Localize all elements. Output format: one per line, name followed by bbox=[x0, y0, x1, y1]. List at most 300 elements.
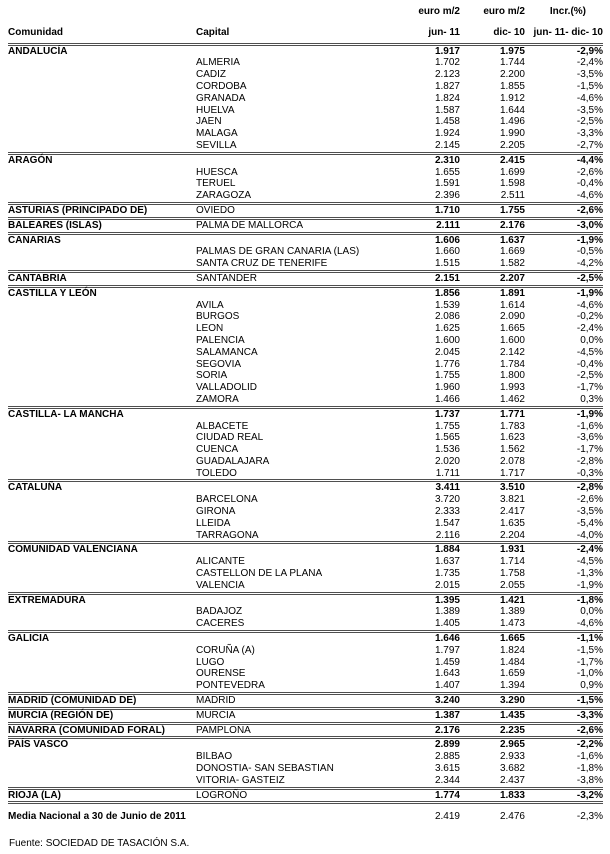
comunidad-name: COMUNIDAD VALENCIANA bbox=[8, 544, 138, 556]
value-jun11: 1.755 bbox=[434, 370, 460, 382]
comunidad-name: MURCIA (REGIÓN DE) bbox=[8, 709, 114, 721]
value-incr: -2,5% bbox=[576, 272, 603, 284]
capital-name bbox=[196, 44, 403, 57]
value-dic10: 2.205 bbox=[499, 139, 525, 151]
value-dic10: 2.207 bbox=[499, 272, 525, 284]
capital-name: LUGO bbox=[196, 656, 225, 668]
value-dic10: 1.993 bbox=[499, 382, 525, 394]
empty-cell bbox=[8, 751, 196, 763]
header-comunidad: Comunidad bbox=[8, 26, 63, 38]
media-row-body bbox=[8, 803, 603, 825]
value-dic10: 1.784 bbox=[499, 358, 525, 370]
empty-cell bbox=[8, 359, 196, 371]
capital-name: LOGROÑO bbox=[196, 789, 248, 801]
comunidad-section bbox=[8, 723, 603, 738]
value-incr: -1,9% bbox=[576, 579, 603, 591]
value-jun11: 1.711 bbox=[435, 467, 460, 479]
comunidad-summary-row bbox=[8, 788, 603, 803]
header-spacer-2 bbox=[196, 4, 403, 27]
value-jun11: 1.466 bbox=[434, 393, 460, 405]
capital-name: HUELVA bbox=[196, 104, 235, 116]
capital-name: CASTELLON DE LA PLANA bbox=[196, 568, 323, 580]
value-incr: -1,9% bbox=[576, 287, 603, 299]
capital-row bbox=[8, 668, 603, 680]
header-unit-jun: euro m/2 bbox=[418, 6, 460, 17]
value-jun11: 3.240 bbox=[434, 695, 460, 707]
value-incr: -2,4% bbox=[576, 323, 603, 335]
value-jun11: 1.655 bbox=[434, 166, 460, 178]
value-jun11: 1.797 bbox=[434, 644, 460, 656]
value-incr: -2,6% bbox=[576, 204, 603, 216]
capital-name bbox=[196, 738, 403, 751]
value-dic10: 1.394 bbox=[499, 680, 525, 692]
value-jun11: 1.606 bbox=[434, 234, 460, 246]
value-dic10: 1.665 bbox=[499, 633, 525, 645]
value-jun11: 2.116 bbox=[435, 529, 460, 541]
value-dic10: 1.389 bbox=[499, 606, 525, 618]
empty-cell bbox=[8, 93, 196, 105]
capital-name: TOLEDO bbox=[196, 467, 237, 479]
value-incr: 0,9% bbox=[580, 680, 603, 692]
comunidad-summary-row bbox=[8, 44, 603, 57]
value-incr: -3,3% bbox=[576, 128, 603, 140]
value-jun11: 2.310 bbox=[434, 154, 460, 166]
empty-cell bbox=[8, 657, 196, 669]
value-jun11: 1.395 bbox=[434, 594, 460, 606]
value-incr: -1,6% bbox=[576, 751, 603, 763]
value-dic10: 1.800 bbox=[499, 370, 525, 382]
value-jun11: 1.565 bbox=[434, 432, 460, 444]
empty-cell bbox=[8, 347, 196, 359]
capital-name: SEVILLA bbox=[196, 139, 237, 151]
capital-row bbox=[8, 57, 603, 69]
comunidad-name: BALEARES (ISLAS) bbox=[8, 219, 102, 231]
value-incr: -1,5% bbox=[576, 644, 603, 656]
value-jun11: 2.086 bbox=[434, 311, 460, 323]
value-dic10: 1.714 bbox=[499, 556, 525, 568]
empty-cell bbox=[8, 556, 196, 568]
capital-name: CORUÑA (A) bbox=[196, 644, 255, 656]
capital-name: GRANADA bbox=[196, 92, 246, 104]
capital-row bbox=[8, 140, 603, 153]
value-dic10: 1.717 bbox=[499, 467, 525, 479]
comunidad-name: ASTURIAS (PRINCIPADO DE) bbox=[8, 204, 148, 216]
value-incr: -1,8% bbox=[576, 594, 603, 606]
capital-name: BADAJOZ bbox=[196, 606, 243, 618]
value-jun11: 1.600 bbox=[434, 334, 460, 346]
capital-name: BARCELONA bbox=[196, 494, 258, 506]
value-incr: -2,6% bbox=[576, 494, 603, 506]
capital-row bbox=[8, 606, 603, 618]
comunidad-name: CANTABRIA bbox=[8, 272, 67, 284]
value-jun11: 1.637 bbox=[434, 556, 460, 568]
capital-name bbox=[196, 632, 403, 645]
header-spacer-1 bbox=[8, 4, 196, 27]
capital-name: CUENCA bbox=[196, 444, 239, 456]
comunidad-name: CATALUÑA bbox=[8, 482, 63, 494]
comunidad-section bbox=[8, 788, 603, 803]
value-dic10: 2.415 bbox=[499, 154, 525, 166]
comunidad-name: ANDALUCÍA bbox=[8, 45, 68, 57]
value-dic10: 1.755 bbox=[499, 204, 525, 216]
value-dic10: 1.699 bbox=[499, 166, 525, 178]
comunidad-name: PAÍS VASCO bbox=[8, 739, 69, 751]
value-jun11: 1.776 bbox=[434, 358, 460, 370]
comunidad-name: GALICIA bbox=[8, 633, 50, 645]
value-jun11: 1.539 bbox=[434, 299, 460, 311]
value-incr: -2,8% bbox=[576, 482, 603, 494]
value-incr: -4,6% bbox=[576, 92, 603, 104]
comunidad-section bbox=[8, 218, 603, 233]
value-incr: -0,4% bbox=[576, 358, 603, 370]
capital-row bbox=[8, 335, 603, 347]
capital-name: LEON bbox=[196, 323, 224, 335]
capital-name: PALENCIA bbox=[196, 334, 245, 346]
value-incr: -4,5% bbox=[576, 346, 603, 358]
empty-cell bbox=[8, 128, 196, 140]
media-value-jun11: 2.419 bbox=[434, 811, 460, 823]
capital-row bbox=[8, 763, 603, 775]
capital-name bbox=[196, 481, 403, 494]
value-dic10: 2.090 bbox=[499, 311, 525, 323]
value-incr: -1,7% bbox=[576, 656, 603, 668]
capital-row bbox=[8, 421, 603, 433]
media-value-incr: -2,3% bbox=[576, 811, 603, 823]
capital-name: ALBACETE bbox=[196, 420, 249, 432]
value-incr: -5,4% bbox=[576, 517, 603, 529]
comunidad-summary-row bbox=[8, 543, 603, 556]
value-jun11: 2.151 bbox=[434, 272, 460, 284]
capital-name: OURENSE bbox=[196, 668, 246, 680]
comunidad-summary-row bbox=[8, 218, 603, 233]
value-incr: -2,4% bbox=[576, 544, 603, 556]
comunidad-section bbox=[8, 44, 603, 153]
header-labels-row bbox=[8, 27, 603, 44]
capital-name: ALMERIA bbox=[196, 57, 240, 69]
capital-row bbox=[8, 751, 603, 763]
media-nacional-row bbox=[8, 803, 603, 825]
value-incr: -4,6% bbox=[576, 618, 603, 630]
capital-name bbox=[196, 153, 403, 166]
comunidad-summary-row bbox=[8, 407, 603, 420]
value-jun11: 1.824 bbox=[434, 92, 460, 104]
value-dic10: 2.200 bbox=[499, 69, 525, 81]
capital-name: BURGOS bbox=[196, 311, 240, 323]
value-dic10: 1.562 bbox=[499, 444, 525, 456]
comunidad-summary-row bbox=[8, 632, 603, 645]
value-incr: -1,0% bbox=[576, 668, 603, 680]
header-period: jun- 11- dic- 10 bbox=[533, 26, 603, 38]
empty-cell bbox=[8, 300, 196, 312]
comunidad-summary-row bbox=[8, 203, 603, 218]
value-incr: -1,5% bbox=[576, 695, 603, 707]
capital-row bbox=[8, 556, 603, 568]
empty-cell bbox=[8, 105, 196, 117]
capital-name: GIRONA bbox=[196, 506, 236, 518]
capital-name: VITORIA- GASTEIZ bbox=[196, 774, 285, 786]
value-incr: -2,8% bbox=[576, 455, 603, 467]
value-incr: -0,5% bbox=[576, 246, 603, 258]
comunidad-summary-row bbox=[8, 271, 603, 286]
capital-row bbox=[8, 370, 603, 382]
empty-cell bbox=[8, 69, 196, 81]
value-jun11: 2.176 bbox=[434, 724, 460, 736]
value-incr: -1,1% bbox=[576, 633, 603, 645]
comunidad-summary-row bbox=[8, 723, 603, 738]
value-jun11: 1.960 bbox=[434, 382, 460, 394]
capital-row bbox=[8, 258, 603, 271]
capital-name: ZAMORA bbox=[196, 393, 239, 405]
value-dic10: 1.758 bbox=[499, 568, 525, 580]
media-nacional-label: Media Nacional a 30 de Junio de 2011 bbox=[8, 811, 186, 823]
capital-name: GUADALAJARA bbox=[196, 455, 270, 467]
capital-row bbox=[8, 618, 603, 631]
empty-cell bbox=[8, 335, 196, 347]
value-incr: -4,2% bbox=[576, 258, 603, 270]
value-jun11: 3.720 bbox=[434, 494, 460, 506]
value-dic10: 1.623 bbox=[499, 432, 525, 444]
capital-name: CADIZ bbox=[196, 69, 226, 81]
comunidad-name: EXTREMADURA bbox=[8, 594, 86, 606]
value-dic10: 1.600 bbox=[499, 334, 525, 346]
capital-row bbox=[8, 246, 603, 258]
empty-cell bbox=[8, 382, 196, 394]
capital-row bbox=[8, 382, 603, 394]
comunidad-section bbox=[8, 543, 603, 593]
comunidad-section bbox=[8, 708, 603, 723]
capital-name: LLEIDA bbox=[196, 517, 231, 529]
capital-name: BILBAO bbox=[196, 751, 233, 763]
value-jun11: 1.387 bbox=[434, 709, 460, 721]
value-dic10: 1.637 bbox=[499, 234, 525, 246]
capital-name: VALENCIA bbox=[196, 579, 245, 591]
capital-name: SALAMANCA bbox=[196, 346, 258, 358]
value-jun11: 1.735 bbox=[434, 568, 460, 580]
price-table bbox=[8, 4, 603, 825]
capital-name: SEGOVIA bbox=[196, 358, 242, 370]
value-incr: 0,0% bbox=[580, 334, 603, 346]
value-incr: -3,0% bbox=[576, 219, 603, 231]
comunidad-summary-row bbox=[8, 593, 603, 606]
capital-row bbox=[8, 394, 603, 407]
value-incr: -1,9% bbox=[576, 234, 603, 246]
value-incr: -4,5% bbox=[576, 556, 603, 568]
capital-row bbox=[8, 468, 603, 481]
capital-name: TERUEL bbox=[196, 178, 236, 190]
value-dic10: 2.055 bbox=[499, 579, 525, 591]
comunidad-section bbox=[8, 286, 603, 407]
capital-name: CORDOBA bbox=[196, 80, 247, 92]
value-dic10: 2.204 bbox=[499, 529, 525, 541]
comunidad-name: CASTILLA Y LEÓN bbox=[8, 287, 97, 299]
value-jun11: 1.702 bbox=[434, 57, 460, 69]
header-capital: Capital bbox=[196, 26, 230, 38]
value-dic10: 2.511 bbox=[500, 190, 525, 202]
empty-cell bbox=[8, 763, 196, 775]
empty-cell bbox=[8, 518, 196, 530]
value-jun11: 1.625 bbox=[434, 323, 460, 335]
comunidad-summary-row bbox=[8, 694, 603, 709]
value-jun11: 1.459 bbox=[434, 656, 460, 668]
comunidad-name: CASTILLA- LA MANCHA bbox=[8, 408, 124, 420]
value-dic10: 1.614 bbox=[499, 299, 525, 311]
comunidad-section bbox=[8, 271, 603, 286]
capital-row bbox=[8, 645, 603, 657]
capital-row bbox=[8, 580, 603, 593]
header-incr: Incr.(%) bbox=[549, 6, 586, 17]
value-dic10: 3.510 bbox=[499, 482, 525, 494]
value-incr: -3,6% bbox=[576, 432, 603, 444]
capital-row bbox=[8, 359, 603, 371]
value-incr: -0,2% bbox=[576, 311, 603, 323]
value-dic10: 1.665 bbox=[499, 323, 525, 335]
value-jun11: 2.333 bbox=[434, 506, 460, 518]
table-header bbox=[8, 4, 603, 44]
comunidad-name: CANARIAS bbox=[8, 234, 61, 246]
capital-row bbox=[8, 105, 603, 117]
capital-name: HUESCA bbox=[196, 166, 238, 178]
capital-row bbox=[8, 300, 603, 312]
value-incr: -2,9% bbox=[576, 45, 603, 57]
value-dic10: 2.176 bbox=[499, 219, 525, 231]
comunidad-section bbox=[8, 481, 603, 543]
comunidad-name: RIOJA (LA) bbox=[8, 789, 61, 801]
value-incr: -2,7% bbox=[576, 139, 603, 151]
value-incr: -2,5% bbox=[576, 370, 603, 382]
empty-cell bbox=[8, 618, 196, 631]
value-dic10: 1.473 bbox=[499, 618, 525, 630]
capital-row bbox=[8, 657, 603, 669]
value-incr: -2,4% bbox=[576, 57, 603, 69]
value-dic10: 1.744 bbox=[499, 57, 525, 69]
comunidad-summary-row bbox=[8, 286, 603, 299]
capital-name: OVIEDO bbox=[196, 204, 235, 216]
value-dic10: 1.462 bbox=[499, 393, 525, 405]
value-jun11: 1.646 bbox=[434, 633, 460, 645]
value-dic10: 1.783 bbox=[499, 420, 525, 432]
value-jun11: 1.591 bbox=[434, 178, 460, 190]
value-jun11: 1.643 bbox=[434, 668, 460, 680]
value-incr: -1,7% bbox=[576, 382, 603, 394]
capital-row bbox=[8, 444, 603, 456]
value-jun11: 2.885 bbox=[434, 751, 460, 763]
capital-name: DONOSTIA- SAN SEBASTIAN bbox=[196, 763, 334, 775]
comunidad-summary-row bbox=[8, 481, 603, 494]
capital-name: MADRID bbox=[196, 695, 236, 707]
empty-cell bbox=[8, 81, 196, 93]
value-dic10: 1.635 bbox=[499, 517, 525, 529]
value-jun11: 2.396 bbox=[434, 190, 460, 202]
capital-row bbox=[8, 530, 603, 543]
value-incr: 0,3% bbox=[580, 393, 603, 405]
value-dic10: 1.855 bbox=[499, 80, 525, 92]
value-dic10: 1.912 bbox=[499, 92, 525, 104]
empty-cell bbox=[8, 568, 196, 580]
capital-name bbox=[196, 543, 403, 556]
value-dic10: 1.824 bbox=[499, 644, 525, 656]
capital-row bbox=[8, 69, 603, 81]
header-units-row bbox=[8, 4, 603, 27]
empty-cell bbox=[8, 140, 196, 153]
comunidad-summary-row bbox=[8, 153, 603, 166]
value-jun11: 1.856 bbox=[434, 287, 460, 299]
capital-name: TARRAGONA bbox=[196, 529, 259, 541]
empty-cell bbox=[8, 57, 196, 69]
value-jun11: 1.405 bbox=[434, 618, 460, 630]
capital-name: PONTEVEDRA bbox=[196, 680, 265, 692]
value-incr: -1,9% bbox=[576, 408, 603, 420]
capital-row bbox=[8, 347, 603, 359]
empty-cell bbox=[8, 394, 196, 407]
capital-row bbox=[8, 506, 603, 518]
value-jun11: 3.615 bbox=[434, 763, 460, 775]
capital-name: SANTANDER bbox=[196, 272, 257, 284]
empty-cell bbox=[8, 178, 196, 190]
value-dic10: 3.682 bbox=[499, 763, 525, 775]
capital-name bbox=[196, 233, 403, 246]
value-jun11: 1.458 bbox=[434, 116, 460, 128]
capital-row bbox=[8, 178, 603, 190]
capital-name bbox=[196, 286, 403, 299]
value-incr: -1,7% bbox=[576, 444, 603, 456]
header-dic10: dic- 10 bbox=[493, 26, 525, 38]
value-dic10: 1.435 bbox=[499, 709, 525, 721]
comunidad-section bbox=[8, 407, 603, 481]
value-jun11: 1.755 bbox=[434, 420, 460, 432]
capital-name: PALMAS DE GRAN CANARIA (LAS) bbox=[196, 246, 360, 258]
empty-cell bbox=[8, 190, 196, 203]
value-dic10: 1.496 bbox=[499, 116, 525, 128]
value-incr: -3,2% bbox=[576, 789, 603, 801]
value-incr: -0,3% bbox=[576, 467, 603, 479]
empty-cell bbox=[8, 668, 196, 680]
capital-row bbox=[8, 190, 603, 203]
value-incr: -4,6% bbox=[576, 299, 603, 311]
empty-cell bbox=[8, 506, 196, 518]
comunidad-name: NAVARRA (COMUNIDAD FORAL) bbox=[8, 724, 166, 736]
comunidad-summary-row bbox=[8, 708, 603, 723]
capital-name: JAEN bbox=[196, 116, 222, 128]
empty-cell bbox=[8, 645, 196, 657]
value-incr: 0,0% bbox=[580, 606, 603, 618]
value-jun11: 1.737 bbox=[434, 408, 460, 420]
value-incr: -1,6% bbox=[576, 420, 603, 432]
capital-row bbox=[8, 568, 603, 580]
comunidad-summary-row bbox=[8, 233, 603, 246]
value-incr: -1,5% bbox=[576, 80, 603, 92]
value-incr: -1,3% bbox=[576, 568, 603, 580]
capital-name: SORIA bbox=[196, 370, 228, 382]
empty-cell bbox=[8, 680, 196, 693]
capital-name: ZARAGOZA bbox=[196, 190, 252, 202]
value-incr: -4,4% bbox=[576, 154, 603, 166]
comunidad-name: MADRID (COMUNIDAD DE) bbox=[8, 695, 137, 707]
capital-row bbox=[8, 93, 603, 105]
capital-name: AVILA bbox=[196, 299, 224, 311]
value-jun11: 2.899 bbox=[434, 739, 460, 751]
value-dic10: 1.833 bbox=[499, 789, 525, 801]
value-dic10: 1.582 bbox=[499, 258, 525, 270]
value-incr: -2,6% bbox=[576, 724, 603, 736]
value-dic10: 1.598 bbox=[499, 178, 525, 190]
value-incr: -4,6% bbox=[576, 190, 603, 202]
comunidad-section bbox=[8, 632, 603, 694]
value-incr: -1,8% bbox=[576, 763, 603, 775]
capital-row bbox=[8, 680, 603, 693]
capital-name bbox=[196, 593, 403, 606]
capital-name: VALLADOLID bbox=[196, 382, 257, 394]
capital-name bbox=[196, 407, 403, 420]
